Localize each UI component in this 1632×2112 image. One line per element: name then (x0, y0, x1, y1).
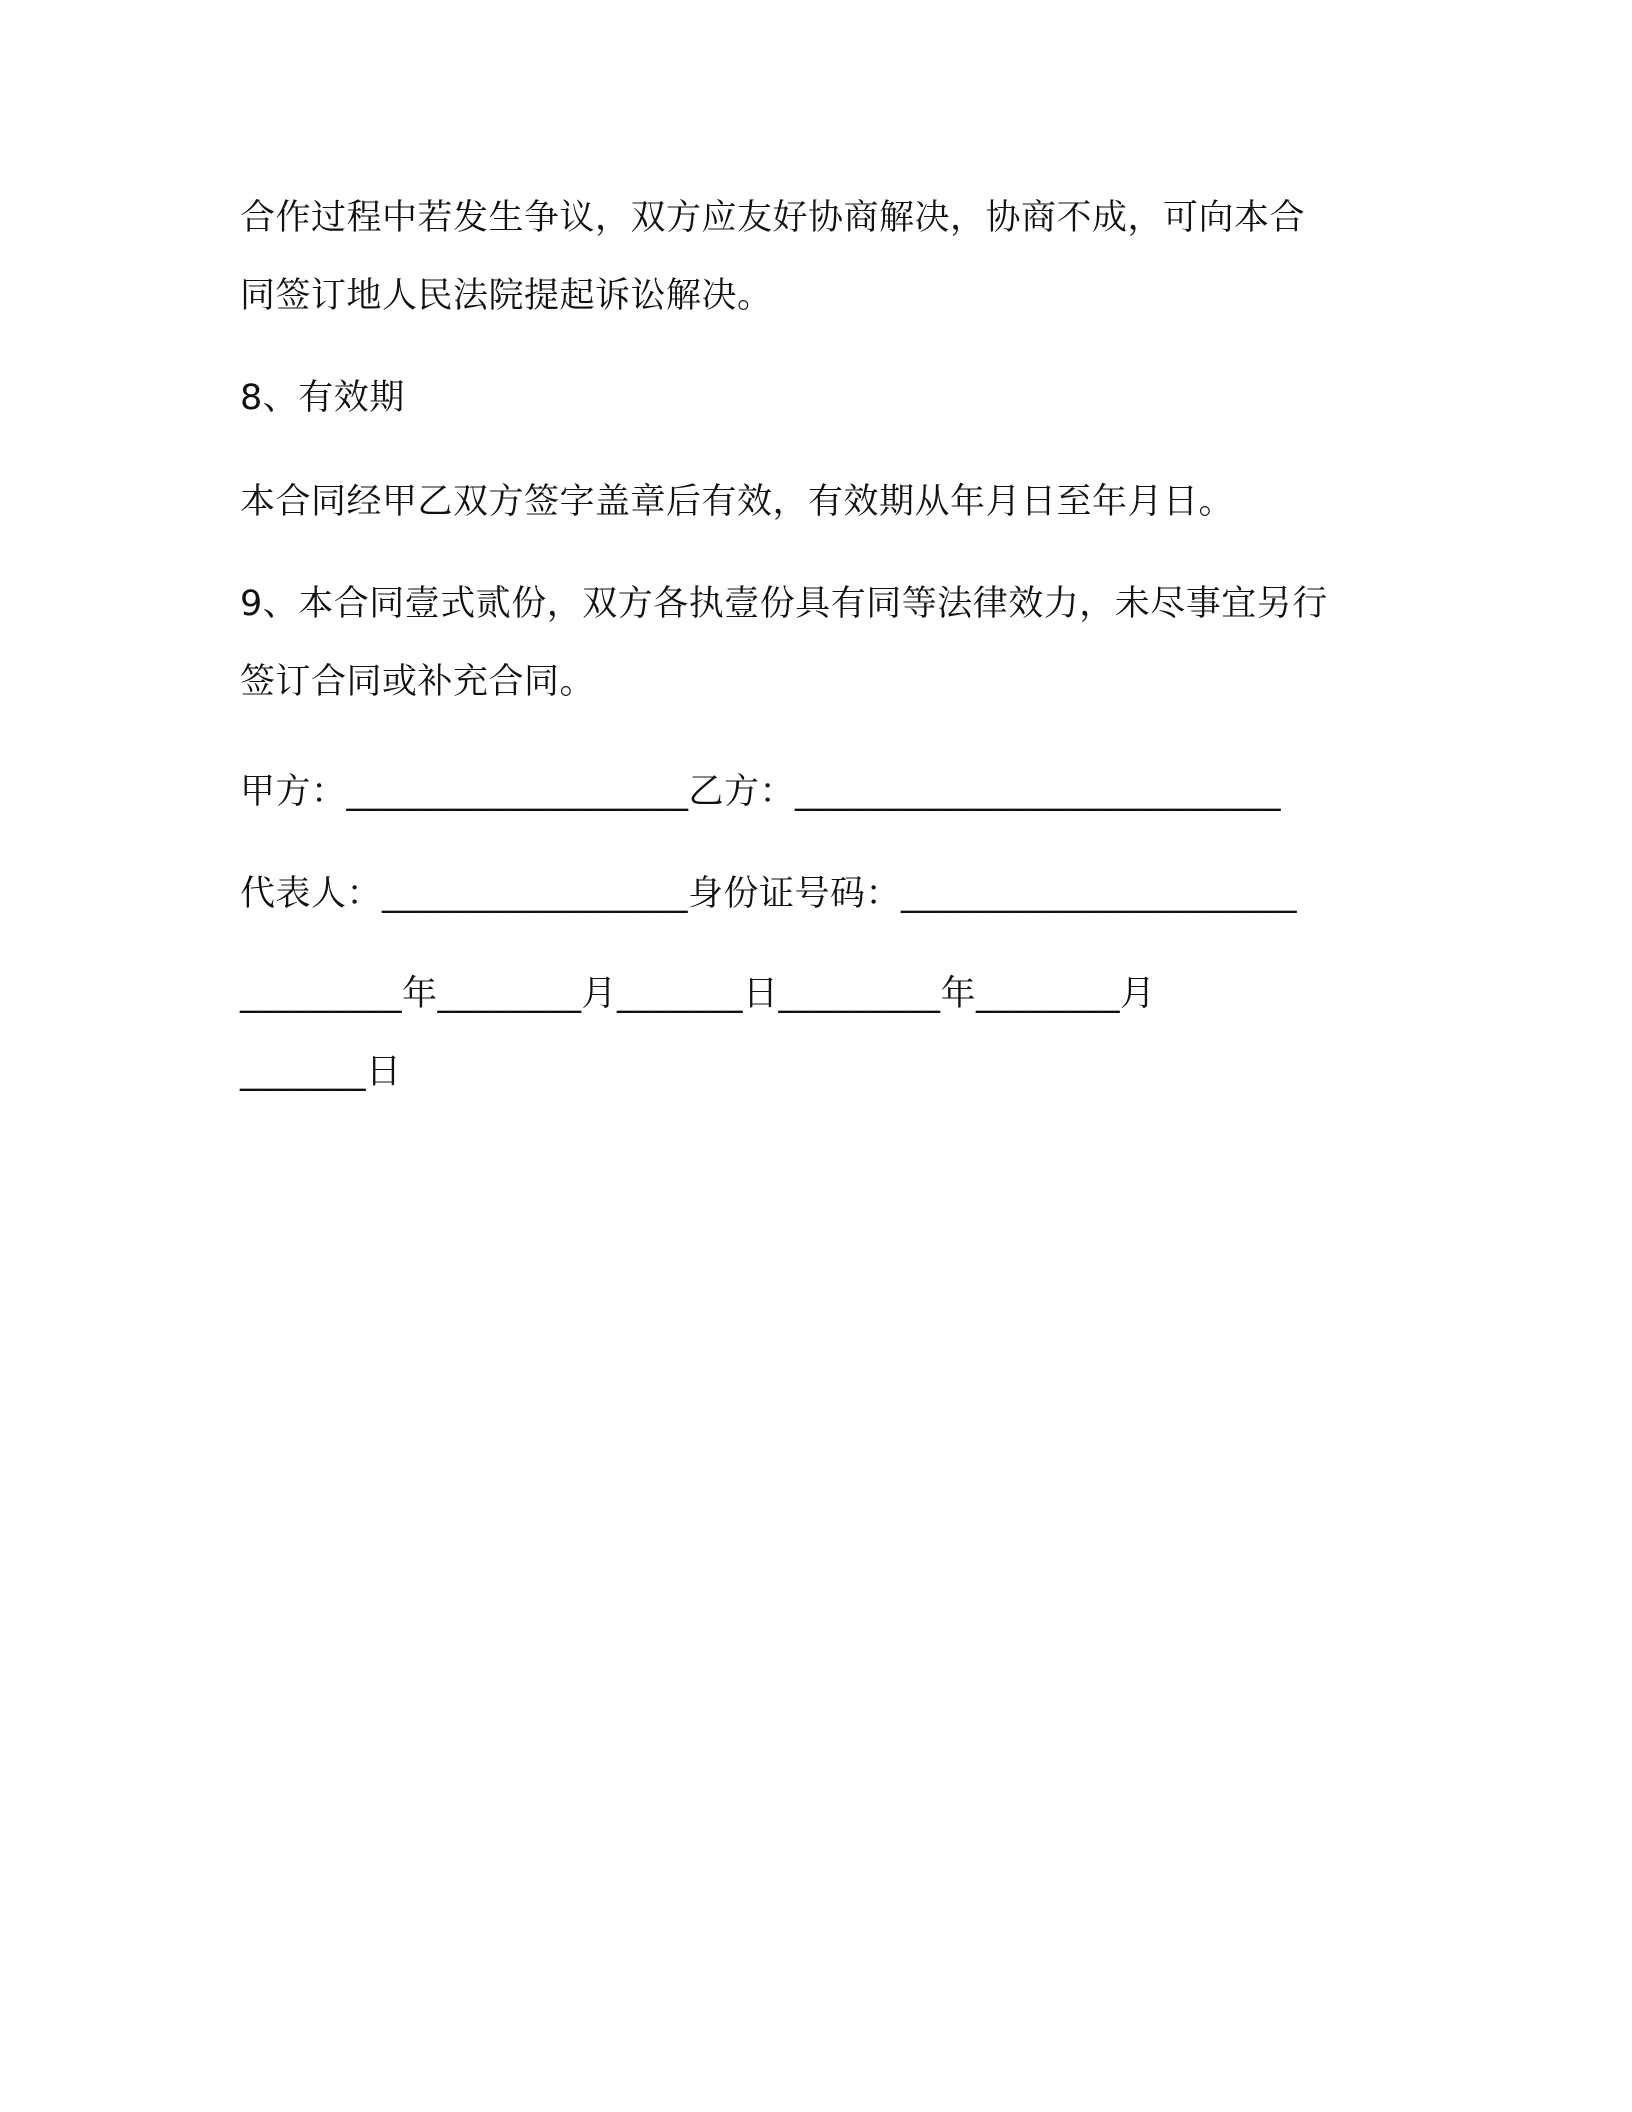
dispute-clause-line-2: 同签订地人民法院提起诉讼解决。 (240, 276, 773, 316)
dispute-clause-line-1: 合作过程中若发生争议，双方应友好协商解决，协商不成，可向本合 (240, 198, 1306, 238)
party-signature-line: 甲方：___________________乙方：___________________________ (240, 772, 1282, 812)
section-9-line-2: 签订合同或补充合同。 (240, 662, 596, 702)
date-line-2: _______日 (240, 1052, 402, 1092)
section-8-heading: 8、有效期 (240, 378, 405, 418)
representative-id-line: 代表人：_________________身份证号码：______________________ (240, 874, 1298, 914)
section-9-line-1: 9、本合同壹式贰份，双方各执壹份具有同等法律效力，未尽事宜另行 (240, 584, 1328, 624)
date-line-1: _________年________月_______日_________年________月 (240, 974, 1156, 1014)
validity-clause: 本合同经甲乙双方签字盖章后有效，有效期从年月日至年月日。 (240, 482, 1235, 522)
